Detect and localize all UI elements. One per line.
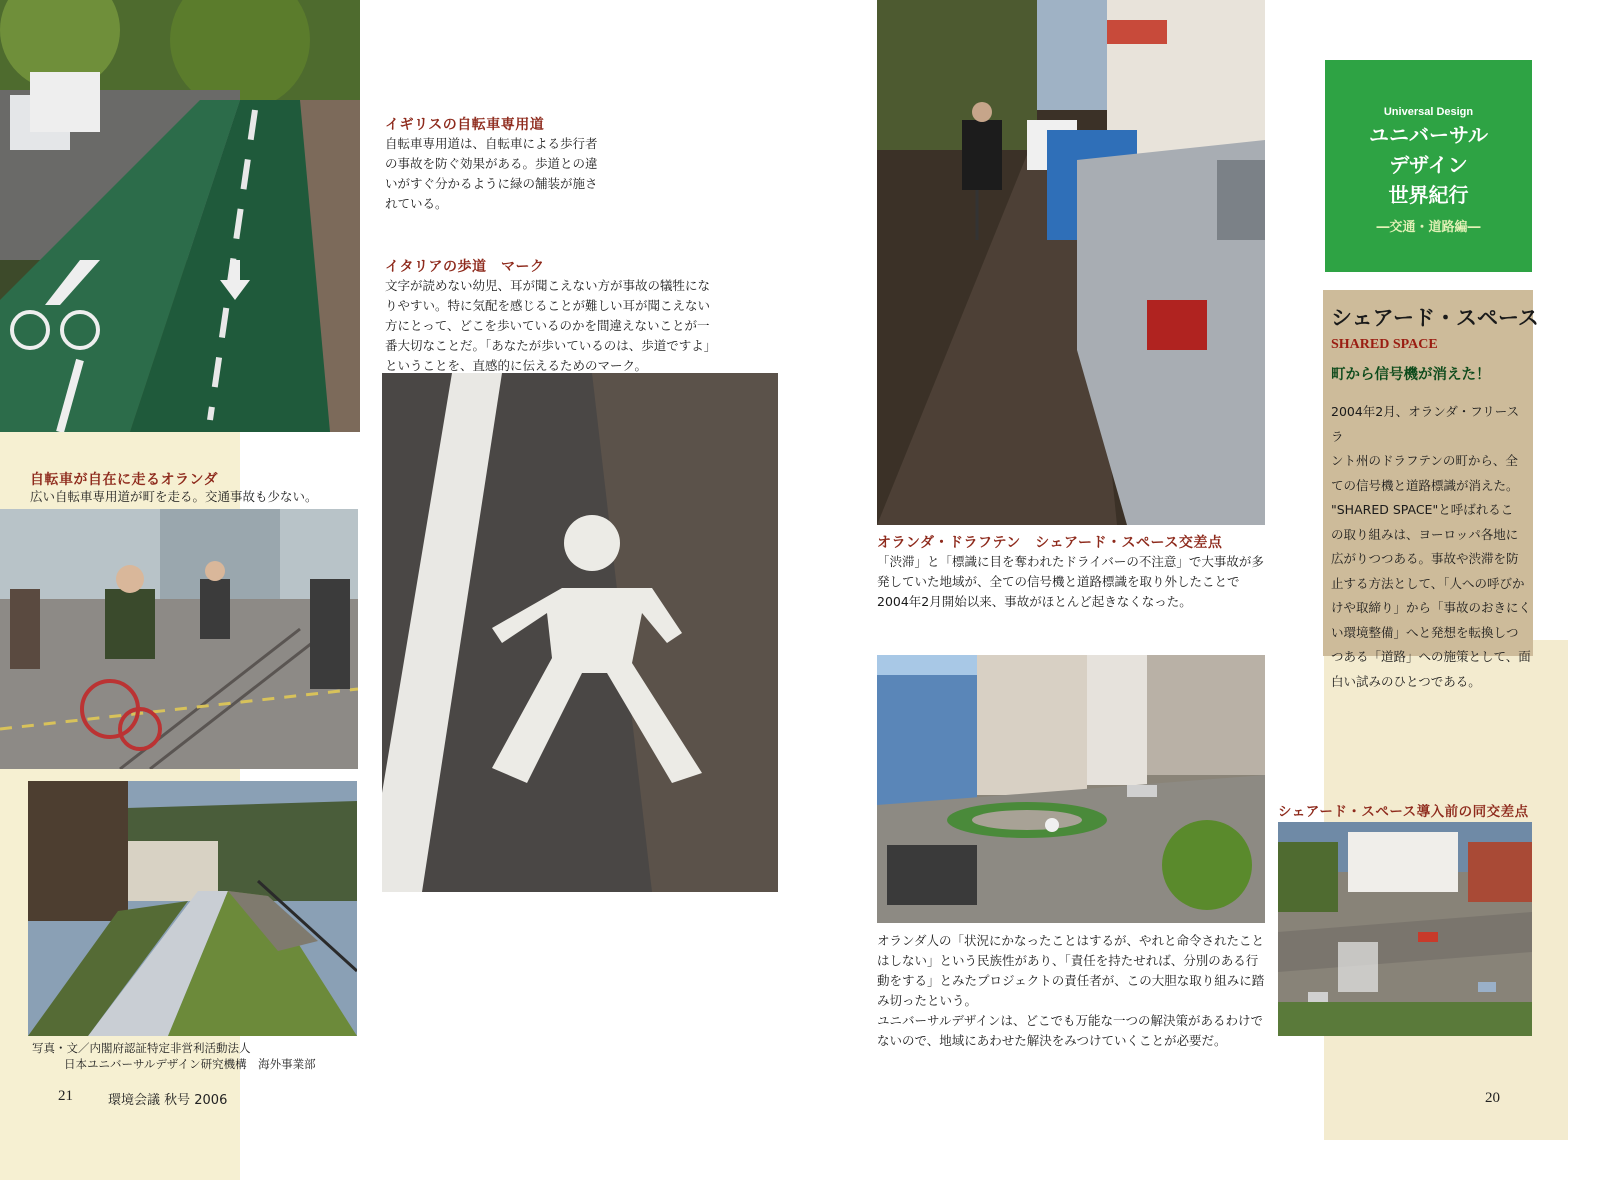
series-title-line: デザイン [1389, 153, 1468, 177]
uk-body-line: れている。 [385, 196, 448, 211]
uk-body-line: の事故を防ぐ効果がある。歩道との違 [385, 156, 598, 171]
feature-body-line: い環境整備」へと発想を転換しつ [1331, 624, 1519, 640]
italy-sidewalk-body [385, 276, 725, 376]
credit-line: 写真・文／内閣府認証特定非営利活動法人 [32, 1041, 251, 1055]
uk-cycle-lane-photo [0, 0, 360, 432]
page-number-right: 20 [1485, 1090, 1500, 1106]
italy-body-line: 番大切なことだ。「あなたが歩いているのは、歩道ですよ」 [385, 338, 717, 353]
river-town-photo [28, 781, 357, 1036]
netherlands-bike-heading: 自転車が自在に走るオランダ [30, 472, 218, 488]
feature-body-line: "SHARED SPACE"と呼ばれるこ [1331, 502, 1514, 517]
pedestrian-mark-photo [382, 373, 778, 892]
drachten-body-line: 発していた地域が、全ての信号機と道路標識を取り外したことで [877, 574, 1240, 589]
dutch-character-body [877, 931, 1277, 1051]
feature-body-line: 広がりつつある。事故や渋滞を防 [1331, 551, 1519, 566]
netherlands-cyclists-photo [0, 509, 358, 769]
uk-lane-body [385, 134, 625, 214]
italy-body-line: ということを、直感的に伝えるためのマーク。 [385, 358, 648, 373]
series-title-line: ユニバーサル [1369, 123, 1488, 147]
page-number-left: 21 [58, 1088, 73, 1104]
shared-space-feature-box [1323, 290, 1539, 689]
feature-body-line: の取り組みは、ヨーロッパ各地に [1331, 526, 1519, 542]
feature-body-line: 2004年2月、オランダ・フリースラ [1331, 404, 1520, 444]
drachten-street-photo [877, 0, 1265, 525]
drachten-body-line: 「渋滞」と「標識に目を奪われたドライバーの不注意」で大事故が多 [877, 554, 1264, 569]
series-subtitle: ―交通・道路編― [1376, 220, 1481, 235]
feature-body-line: つある「道路」への施策として、面 [1331, 649, 1531, 664]
feature-body [1331, 400, 1531, 694]
feature-body-line: ント州のドラフテンの町から、全 [1331, 453, 1518, 468]
uk-body-line: 自転車専用道は、自転車による歩行者 [385, 136, 598, 151]
drachten-body-line: 2004年2月開始以来、事故がほとんど起きなくなった。 [877, 594, 1192, 609]
dutch-body-line: ユニバーサルデザインは、どこでも万能な一つの解決策があるわけで [877, 1013, 1264, 1028]
italy-body-line: 文字が読めない幼児、耳が聞こえない方が事故の犠牲にな [385, 278, 711, 293]
italy-sidewalk-heading: イタリアの歩道 マーク [385, 259, 545, 275]
series-english-title: Universal Design [1383, 106, 1474, 118]
drachten-heading: オランダ・ドラフテン シェアード・スペース交差点 [877, 535, 1223, 551]
dutch-body-line: み切ったという。 [877, 993, 978, 1008]
uk-lane-heading: イギリスの自転車専用道 [385, 117, 545, 133]
feature-body-line: ての信号機と道路標識が消えた。 [1331, 477, 1519, 493]
dutch-body-line: はしない」という民族性があり、「責任を持たせれば、分別のある行 [877, 953, 1259, 968]
series-japanese-title [1325, 120, 1532, 210]
dutch-body-line: ないので、地域にあわせた解決をみつけていくことが必要だ。 [877, 1033, 1227, 1048]
series-title-box [1325, 60, 1532, 272]
feature-english-title: SHARED SPACE [1331, 337, 1438, 352]
netherlands-bike-body: 広い自転車専用道が町を走る。交通事故も少ない。 [30, 489, 318, 504]
drachten-body [877, 552, 1277, 612]
intersection-before-photo [1278, 822, 1532, 1036]
magazine-footer: 環境会議 秋号 2006 [108, 1093, 228, 1108]
feature-body-line: 白い試みのひとつである。 [1331, 673, 1481, 689]
feature-body-line: けや取締り」から「事故のおきにく [1331, 600, 1532, 615]
credit-line: 日本ユニバーサルデザイン研究機構 海外事業部 [64, 1057, 316, 1071]
photo-credit [32, 1040, 316, 1072]
feature-body-line: 止する方法として、「人への呼びか [1331, 575, 1525, 591]
italy-body-line: 方にとって、どこを歩いているのかを間違えないことが一 [385, 318, 710, 333]
series-title-line: 世界紀行 [1388, 183, 1469, 207]
before-intersection-heading: シェアード・スペース導入前の同交差点 [1278, 804, 1529, 820]
dutch-body-line: 動をする」とみたプロジェクトの責任者が、この大胆な取り組みに踏 [877, 973, 1265, 988]
italy-body-line: りやすい。特に気配を感じることが難しい耳が聞こえない [385, 298, 711, 313]
drachten-plaza-photo [877, 655, 1265, 923]
feature-title: シェアード・スペース [1331, 305, 1539, 330]
feature-lead: 町から信号機が消えた！ [1331, 367, 1491, 383]
dutch-body-line: オランダ人の「状況にかなったことはするが、やれと命令されたこと [877, 933, 1265, 948]
uk-body-line: いがすぐ分かるように緑の舗装が施さ [385, 176, 598, 191]
